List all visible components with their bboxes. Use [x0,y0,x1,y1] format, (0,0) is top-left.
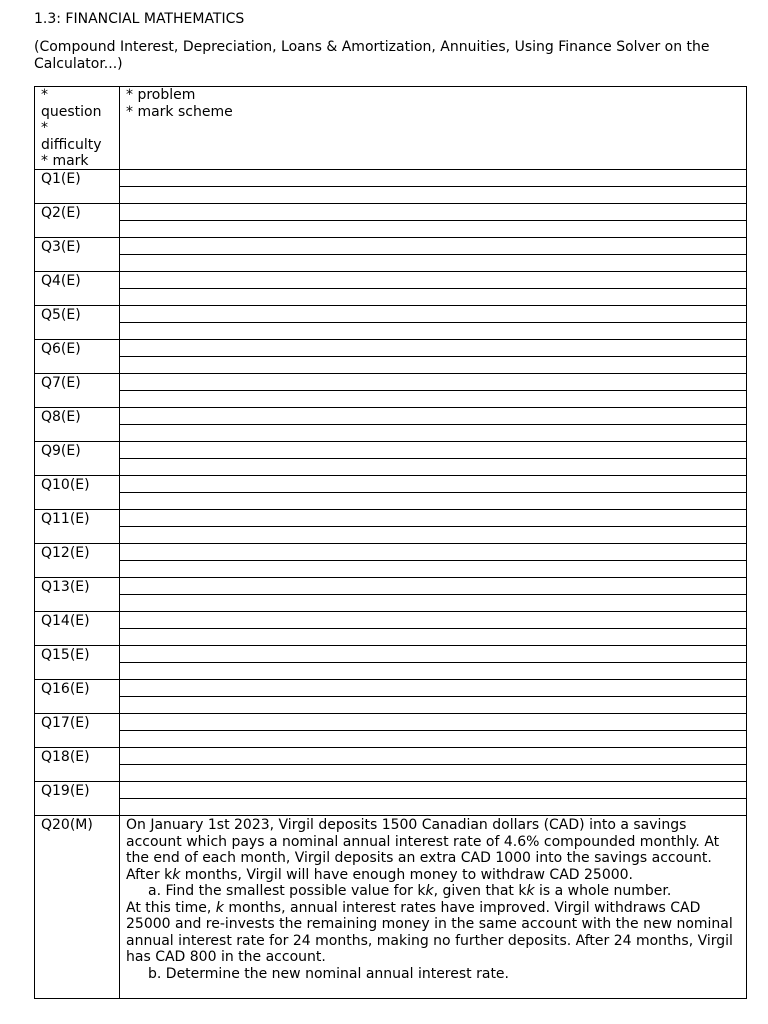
problem-area [120,238,746,255]
table-row [35,782,747,816]
problem-area [120,374,746,391]
problem-cell [120,646,747,680]
problem-area [120,204,746,221]
question-label-cell [35,442,120,476]
table-row [35,238,747,272]
problem-cell [120,272,747,306]
table-row [35,204,747,238]
mark-scheme-area [120,425,746,441]
problem-area [120,680,746,697]
question-label: Q14(E) [41,613,90,629]
q20-paragraph-2 [126,867,738,884]
header-question-cell [35,87,120,170]
problem-area [120,306,746,323]
table-row [35,544,747,578]
question-label-cell [35,782,120,816]
problem-area [120,442,746,459]
question-label: Q10(E) [41,477,90,493]
header-right-line: * mark scheme [126,103,233,120]
table-row [35,748,747,782]
mark-scheme-area [120,323,746,339]
mark-scheme-area [120,255,746,271]
mark-scheme-area [120,391,746,407]
question-label-cell [35,714,120,748]
table-row [35,646,747,680]
mark-scheme-area [120,221,746,237]
question-label: Q11(E) [41,511,90,527]
mark-scheme-area [120,357,746,373]
question-label-cell [35,680,120,714]
text: is a whole number. [534,883,672,899]
text: a. Find the smallest possible value for k [148,883,426,899]
question-table [34,86,747,999]
header-problem-cell [120,87,747,170]
question-label: Q13(E) [41,579,90,595]
question-label: Q16(E) [41,681,90,697]
problem-area [120,782,746,799]
question-label-cell [35,646,120,680]
text: After k [126,866,173,883]
question-label: Q20(M) [41,817,93,833]
mark-scheme-area [120,493,746,509]
question-label-cell [35,476,120,510]
table-row [35,680,747,714]
table-row [35,442,747,476]
q20-paragraph-1: On January 1st 2023, Virgil deposits 1500 Canadian dollars (CAD) into a savings account which pays a nominal annual interest rate of 4.6% compounded monthly. At the end of each month, Virgil deposits an extra CAD 1000 into the savings account. [126,817,720,866]
q20-problem-text [120,816,746,998]
variable-k: k [172,866,181,883]
variable-k: k [425,883,434,899]
problem-area [120,170,746,187]
problem-cell [120,374,747,408]
question-label-cell [35,204,120,238]
problem-cell [120,306,747,340]
page-subtitle: (Compound Interest, Depreciation, Loans & Amortization, Annuities, Using Finance Solver on the Calculator...) [34,39,710,72]
problem-cell [120,476,747,510]
table-row [35,476,747,510]
table-row [35,340,747,374]
variable-k: k [215,899,224,916]
table-header-row [35,87,747,170]
problem-cell [120,816,747,999]
question-label: Q1(E) [41,171,81,187]
question-label: Q5(E) [41,307,81,323]
question-label: Q19(E) [41,783,90,799]
header-left-line: difficulty [41,136,102,153]
question-label: Q3(E) [41,239,81,255]
q20-paragraph-3 [126,900,738,966]
mark-scheme-area [120,629,746,645]
table-row [35,612,747,646]
problem-area [120,408,746,425]
text: At this time, [126,899,216,916]
question-label-cell [35,272,120,306]
question-label: Q15(E) [41,647,90,663]
header-left-line: question [41,103,102,120]
question-label-cell [35,578,120,612]
question-label-cell [35,510,120,544]
header-left-line: * [41,87,48,103]
table-row [35,272,747,306]
mark-scheme-area [120,187,746,203]
header-right-line: * problem [126,87,196,103]
question-label-cell [35,238,120,272]
problem-cell [120,714,747,748]
question-label-cell [35,612,120,646]
problem-area [120,510,746,527]
problem-area [120,272,746,289]
table-row [35,408,747,442]
q20-part-a [126,883,738,900]
question-label: Q2(E) [41,205,81,221]
problem-area [120,578,746,595]
question-label: Q6(E) [41,341,81,357]
table-row [35,170,747,204]
table-row [35,510,747,544]
mark-scheme-area [120,663,746,679]
question-label-cell [35,170,120,204]
problem-area [120,544,746,561]
problem-cell [120,782,747,816]
question-label-cell [35,816,120,999]
question-label: Q7(E) [41,375,81,391]
question-label-cell [35,306,120,340]
q20-part-b: b. Determine the new nominal annual interest rate. [148,965,509,982]
mark-scheme-area [120,731,746,747]
page-title: 1.3: FINANCIAL MATHEMATICS [34,11,245,27]
question-label: Q9(E) [41,443,81,459]
problem-cell [120,408,747,442]
question-label-cell [35,544,120,578]
text: , given that k [433,883,527,899]
problem-area [120,340,746,357]
mark-scheme-area [120,459,746,475]
problem-cell [120,680,747,714]
question-label: Q4(E) [41,273,81,289]
question-label: Q17(E) [41,715,90,731]
problem-area [120,476,746,493]
text: months, Virgil will have enough money to withdraw CAD 25000. [180,866,633,883]
mark-scheme-area [120,595,746,611]
problem-cell [120,544,747,578]
table-row [35,306,747,340]
question-label: Q18(E) [41,749,90,765]
mark-scheme-area [120,289,746,305]
question-label-cell [35,748,120,782]
question-label-cell [35,374,120,408]
problem-cell [120,748,747,782]
mark-scheme-area [120,697,746,713]
problem-area [120,612,746,629]
problem-area [120,646,746,663]
problem-cell [120,442,747,476]
problem-cell [120,578,747,612]
variable-k: k [526,883,535,899]
problem-cell [120,612,747,646]
mark-scheme-area [120,765,746,781]
text: months, annual interest rates have improved. Virgil withdraws CAD 25000 and re-invests the remaining money in the same account with the new nominal annual interest rate for 24 months, making no further deposits. After 24 months, Virgil has CAD 800 in the account. [126,899,733,965]
problem-cell [120,510,747,544]
problem-cell [120,340,747,374]
problem-area [120,714,746,731]
mark-scheme-area [120,799,746,815]
mark-scheme-area [120,561,746,577]
question-label: Q12(E) [41,545,90,561]
problem-cell [120,204,747,238]
mark-scheme-area [120,527,746,543]
problem-area [120,748,746,765]
question-label: Q8(E) [41,409,81,425]
question-label-cell [35,408,120,442]
table-row [35,714,747,748]
header-left-line: * [41,120,48,136]
table-row-q20 [35,816,747,999]
question-label-cell [35,340,120,374]
problem-cell [120,170,747,204]
table-row [35,578,747,612]
header-left-line: * mark [41,153,89,169]
table-row [35,374,747,408]
problem-cell [120,238,747,272]
